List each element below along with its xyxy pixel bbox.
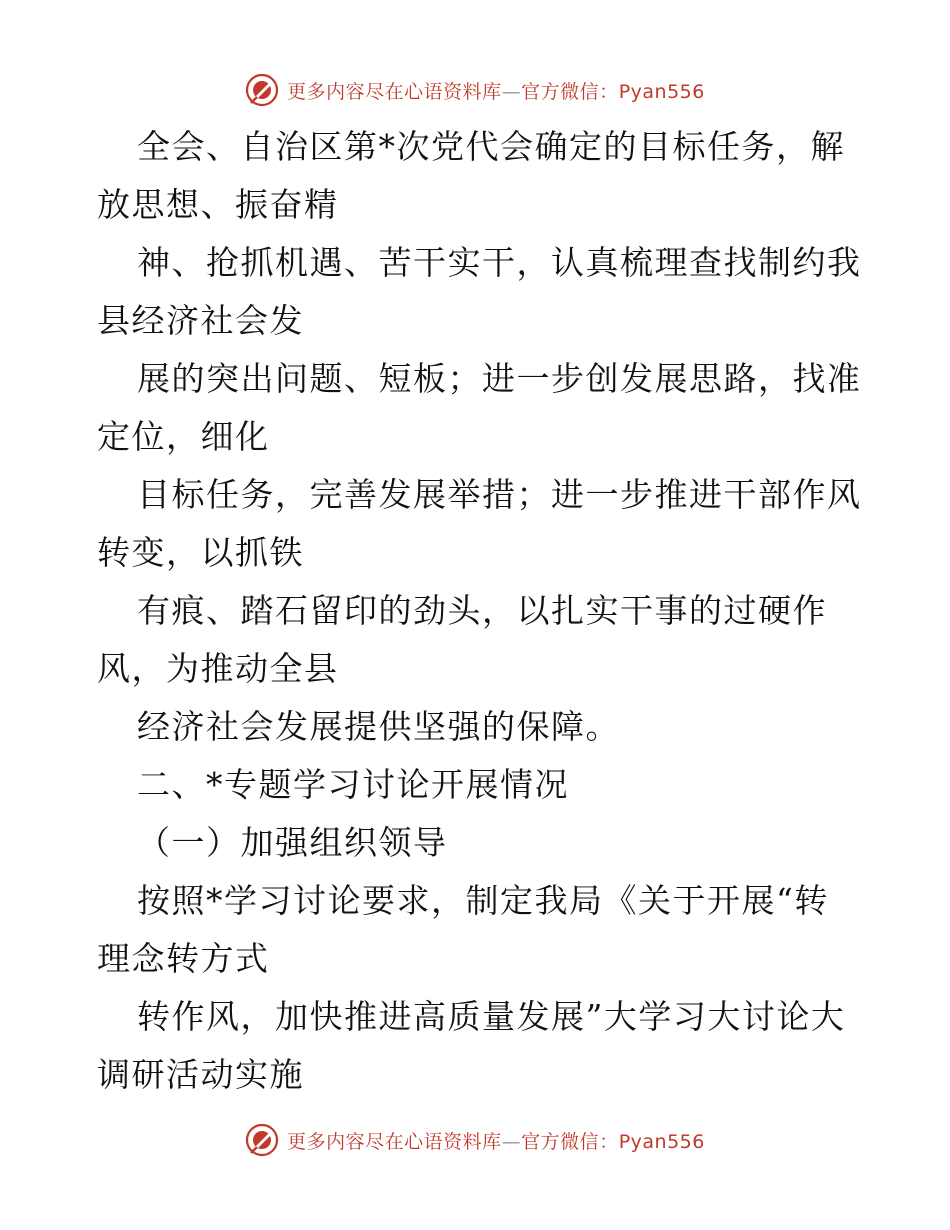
watermark-id: Pyan556 xyxy=(618,1130,705,1153)
text-line: 县经济社会发 xyxy=(97,301,304,340)
text-line: 放思想、振奋精 xyxy=(97,185,339,224)
watermark-dash: — xyxy=(501,1130,522,1153)
watermark-brand: 更多内容尽在心语资料库 xyxy=(287,80,502,103)
text-line: 有痕、踏石留印的劲头，以扎实干事的过硬作 xyxy=(137,591,827,630)
text-line: 转作风，加快推进高质量发展”大学习大讨论大 xyxy=(137,997,846,1036)
text-line: 风，为推动全县 xyxy=(97,649,339,688)
section-heading: 二、*专题学习讨论开展情况 xyxy=(137,765,569,804)
watermark-label: 官方微信： xyxy=(521,1130,619,1153)
text-line: 转变，以抓铁 xyxy=(97,533,304,572)
text-line: 神、抢抓机遇、苦干实干，认真梳理查找制约我 xyxy=(137,243,862,282)
watermark-text xyxy=(287,77,705,104)
footer-watermark xyxy=(0,1120,950,1160)
header-watermark xyxy=(0,70,950,110)
watermark-id: Pyan556 xyxy=(618,80,705,103)
pen-logo-icon xyxy=(245,1123,279,1157)
watermark-brand: 更多内容尽在心语资料库 xyxy=(287,1130,502,1153)
document-body xyxy=(97,118,862,1104)
watermark-label: 官方微信： xyxy=(521,80,619,103)
text-line: 展的突出问题、短板；进一步创发展思路，找准 xyxy=(137,359,862,398)
watermark-text xyxy=(287,1127,705,1154)
text-line: 目标任务，完善发展举措；进一步推进干部作风 xyxy=(137,475,862,514)
text-line: 按照*学习讨论要求，制定我局《关于开展“转 xyxy=(137,881,829,920)
watermark-dash: — xyxy=(501,80,522,103)
subsection-heading: （一）加强组织领导 xyxy=(137,823,448,862)
text-line: 调研活动实施 xyxy=(97,1055,304,1094)
text-line: 理念转方式 xyxy=(97,939,270,978)
text-line: 定位，细化 xyxy=(97,417,270,456)
pen-logo-icon xyxy=(245,73,279,107)
text-line: 全会、自治区第*次党代会确定的目标任务，解 xyxy=(137,127,845,166)
text-line: 经济社会发展提供坚强的保障。 xyxy=(137,707,620,746)
